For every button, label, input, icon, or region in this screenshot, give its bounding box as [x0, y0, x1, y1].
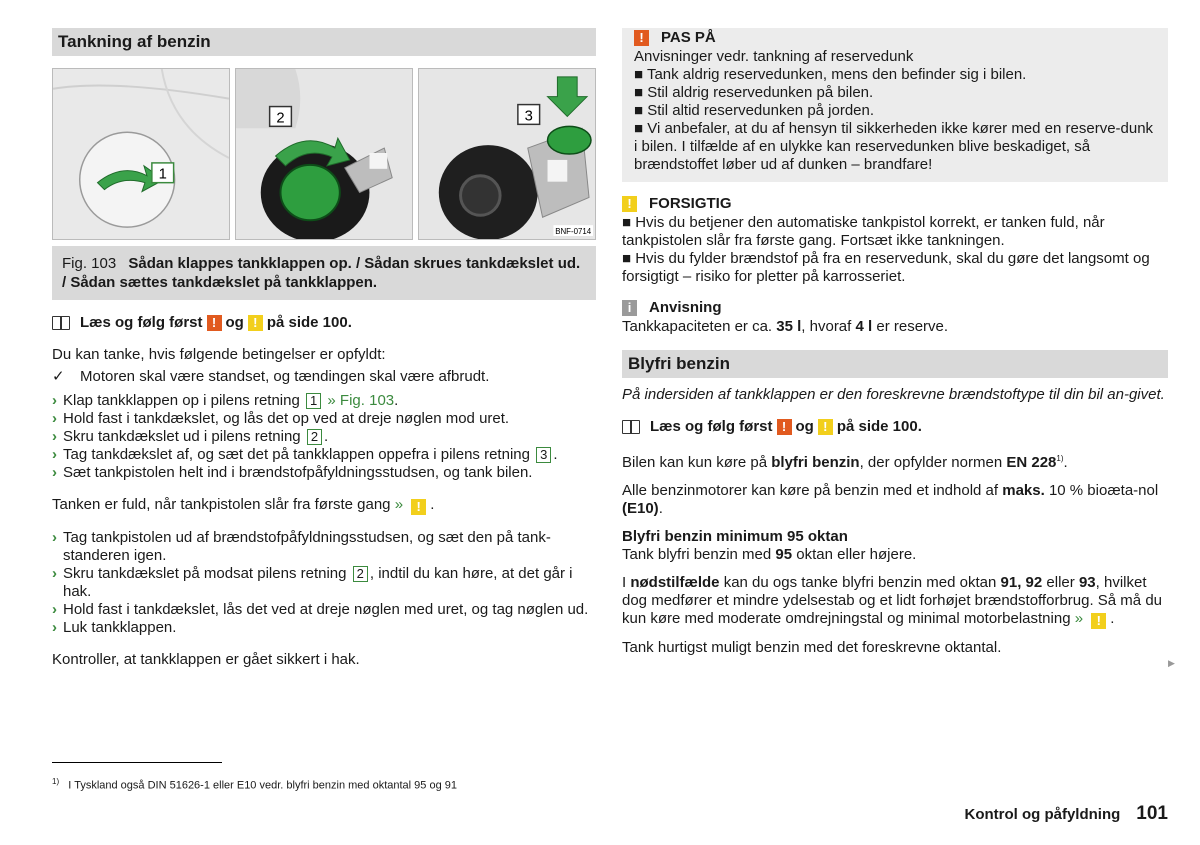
caution-item: ■ Hvis du fylder brændstof på fra en reservedunk, skal du gøre det langsomt og forsigtigt – risiko for pletter på karrosseriet.	[622, 250, 1150, 285]
footer-section-title: Kontrol og påfyldning	[964, 806, 1121, 823]
caption-text: Sådan klappes tankklappen op. / Sådan skrues tankdækslet ud. / Sådan sættes tankdækslet på tankklappen.	[62, 255, 581, 291]
warning-box	[622, 28, 1168, 182]
step-arrow-icon: ›	[52, 565, 57, 582]
step-item: › Tag tankpistolen ud af brændstofpåfyldningsstudsen, og sæt den på tank-standeren igen.	[52, 529, 551, 564]
caution-icon: !	[818, 419, 833, 435]
right-column	[622, 28, 1168, 657]
left-column	[52, 28, 596, 669]
read-first-notice: Læs og følg først ! og ! på side 100.	[622, 418, 1168, 436]
figure-panel-2	[235, 68, 413, 240]
ref-marker-1: 1	[306, 393, 321, 409]
step-arrow-icon: ›	[52, 601, 57, 618]
closing-text: Kontroller, at tankklappen er gået sikkert i hak.	[52, 651, 360, 668]
note-block	[622, 298, 1168, 336]
ref-marker-3: 3	[536, 447, 551, 463]
step-item: › Skru tankdækslet på modsat pilens retning 2 , indtil du kan høre, at det går i hak.	[52, 565, 573, 600]
ref-marker-2: 2	[307, 429, 322, 445]
page-number: 101	[1136, 803, 1168, 824]
footnote-divider	[52, 762, 222, 763]
checklist-item: ✓ Motoren skal være standset, og tændingen skal være afbrudt.	[52, 368, 490, 385]
step-item: › Sæt tankpistolen helt ind i brændstofpåfyldningsstudsen, og tank bilen.	[52, 464, 533, 481]
ref-arrow[interactable]: »	[1074, 610, 1084, 627]
step-arrow-icon: ›	[52, 464, 57, 481]
book-icon	[52, 316, 70, 330]
caution-header	[622, 194, 1168, 214]
figure-marker-1: 1	[158, 166, 167, 183]
final-advice-text: Tank hurtigst muligt benzin med det foreskrevne oktantal.	[622, 639, 1002, 656]
figure-103	[52, 68, 596, 240]
figure-panel-1	[52, 68, 230, 240]
fuel-flap-closed-illustration	[53, 69, 229, 239]
warning-header	[634, 28, 1156, 48]
info-icon: i	[622, 300, 637, 316]
warning-icon: !	[634, 30, 649, 46]
step-item: › Hold fast i tankdækslet, lås det ved at dreje nøglen med uret, og tag nøglen ud.	[52, 601, 589, 618]
figure-link[interactable]: » Fig. 103	[327, 392, 395, 409]
caution-item: ■ Hvis du betjener den automatiske tankpistol korrekt, er tanken fuld, når tankpistolen slår fra første gang. Fortsæt ikke tankningen.	[622, 214, 1105, 249]
page-footer	[964, 805, 1168, 824]
step-item: › Hold fast i tankdækslet, og lås det op ved at dreje nøglen mod uret.	[52, 410, 510, 427]
checkmark-icon: ✓	[52, 368, 65, 385]
full-tank-text: Tanken er fuld, når tankpistolen slår fra første gang » ! .	[52, 496, 435, 514]
caution-block	[622, 194, 1168, 286]
section-heading-refueling: Tankning af benzin	[52, 28, 596, 56]
figure-caption	[52, 246, 596, 300]
intro-text: Du kan tanke, hvis følgende betingelser er opfyldt:	[52, 346, 386, 363]
unleaded-norm-text: Bilen kan kun køre på blyfri benzin, der opfylder normen EN 228$^{1)}$.	[622, 454, 1068, 471]
step-arrow-icon: ›	[52, 392, 57, 409]
warning-item: ■ Stil aldrig reservedunken på bilen.	[634, 84, 874, 101]
e10-text: Alle benzinmotorer kan køre på benzin med et indhold af maks. 10 % bioæta-nol (E10).	[622, 482, 1159, 517]
caution-icon: !	[411, 499, 426, 515]
fuel-type-intro: På indersiden af tankklappen er den foreskrevne brændstoftype til din bil an-givet.	[622, 386, 1165, 403]
warning-item: ■ Vi anbefaler, at du af hensyn til sikkerheden ikke kører med en reserve-dunk i bilen. I tilfælde af en ulykke kan reservedunken blive beskadiget, så brændstoffet løber ud af dunken – brandfare!	[634, 120, 1154, 173]
figure-marker-2: 2	[276, 110, 285, 127]
caution-icon: !	[1091, 613, 1106, 629]
caution-title: FORSIGTIG	[649, 195, 732, 212]
step-item: › Luk tankklappen.	[52, 619, 177, 636]
ref-arrow[interactable]: »	[394, 496, 404, 513]
note-header	[622, 298, 1168, 318]
figure-panel-3	[418, 68, 596, 240]
caution-icon: !	[248, 315, 263, 331]
step-item: › Skru tankdækslet ud i pilens retning 2 .	[52, 428, 329, 445]
emergency-text: I nødstilfælde kan du ogs tanke blyfri benzin med oktan 91, 92 eller 93, hvilket dog medfører et mindre ydelsestab og et lidt forhøjet brændstofforbrug. Så må du kun køre med moderate omdrejningstal og minimal motorbelastning » ! .	[622, 574, 1162, 628]
ref-marker-2: 2	[353, 566, 368, 582]
step-item: › Tag tankdækslet af, og sæt det på tankklappen oppefra i pilens retning 3 .	[52, 446, 558, 463]
steps-list	[52, 392, 596, 482]
footnote: $^{1)}$ I Tyskland også DIN 51626-1 eller E10 vedr. blyfri benzin med oktantal 95 og 91	[52, 777, 457, 792]
warning-item: ■ Tank aldrig reservedunken, mens den befinder sig i bilen.	[634, 66, 1027, 83]
octane-subheading: Blyfri benzin minimum 95 oktan	[622, 528, 848, 545]
warning-intro: Anvisninger vedr. tankning af reservedunk	[634, 48, 914, 65]
steps-list-2	[52, 529, 596, 637]
note-title: Anvisning	[649, 299, 722, 316]
cap-on-flap-illustration	[419, 69, 595, 239]
note-text: Tankkapaciteten er ca. 35 l, hvoraf 4 l er reserve.	[622, 318, 949, 335]
unscrew-cap-illustration	[236, 69, 412, 239]
step-item: › Klap tankklappen op i pilens retning 1 » Fig. 103.	[52, 392, 399, 409]
book-icon	[622, 420, 640, 434]
figure-code: BNF-0714	[555, 227, 592, 237]
caution-icon: !	[622, 196, 637, 212]
warning-item: ■ Stil altid reservedunken på jorden.	[634, 102, 875, 119]
continue-arrow-icon: ▶	[1168, 658, 1175, 668]
caption-label: Fig. 103	[62, 255, 117, 272]
warning-title: PAS PÅ	[661, 29, 716, 46]
step-arrow-icon: ›	[52, 410, 57, 427]
step-arrow-icon: ›	[52, 446, 57, 463]
octane-text: Tank blyfri benzin med 95 oktan eller højere.	[622, 546, 917, 563]
step-arrow-icon: ›	[52, 619, 57, 636]
read-first-notice: Læs og følg først ! og ! på side 100.	[52, 314, 596, 332]
warning-icon: !	[207, 315, 222, 331]
section-heading-unleaded: Blyfri benzin	[622, 350, 1168, 378]
warning-icon: !	[777, 419, 792, 435]
figure-marker-3: 3	[524, 108, 533, 125]
step-arrow-icon: ›	[52, 428, 57, 445]
footnote-ref: 1)	[1056, 454, 1064, 463]
step-arrow-icon: ›	[52, 529, 57, 546]
